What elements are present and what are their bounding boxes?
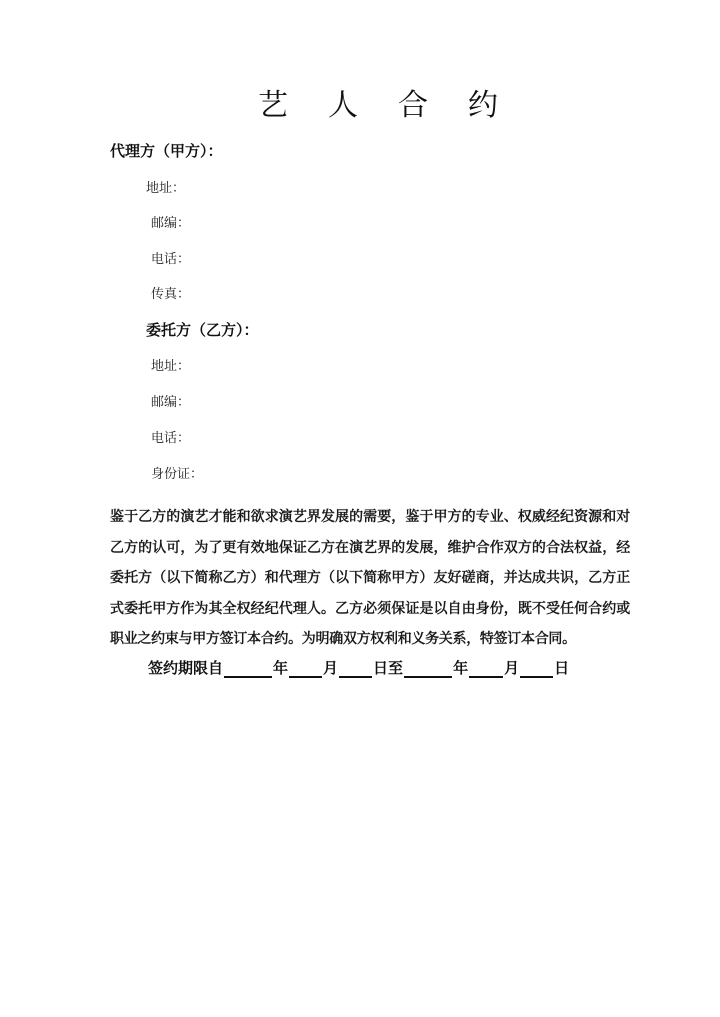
party-b-address-label: 地址： (151, 359, 191, 374)
party-a-heading: 代理方（甲方）： (110, 142, 223, 160)
party-b-id-label: 身份证： (151, 467, 204, 482)
party-b-phone-label: 电话： (151, 431, 191, 446)
contract-preamble: 鉴于乙方的演艺才能和欲求演艺界发展的需要，鉴于甲方的专业、权威经纪资源和对乙方的认可，为了更有效地保证乙方在演艺界的发展，维护合作双方的合法权益，经委托方（以下简称乙方）和代理方（以下简称甲方）友好磋商，并达成共识，乙方正式委托甲方作为其全权经纪代理人。乙方必须保证是以自由身份，既不受任何合约或职业之约束与甲方签订本合约。为明确双方权利和义务关系，特签订本合同。 (110, 509, 630, 647)
party-a-fax-label: 传真： (151, 287, 191, 302)
day-to-label: 日至 (373, 659, 404, 677)
end-month-blank[interactable] (469, 660, 503, 678)
party-a-phone-label: 电话： (151, 252, 191, 267)
end-year-blank[interactable] (404, 660, 452, 678)
party-a-address-label: 地址： (146, 181, 186, 196)
start-year-blank[interactable] (224, 660, 272, 678)
party-b-heading: 委托方（乙方）： (146, 321, 259, 339)
end-year-label: 年 (453, 659, 469, 677)
end-day-label: 日 (554, 659, 570, 677)
start-year-label: 年 (273, 659, 289, 677)
start-month-blank[interactable] (289, 660, 322, 678)
start-day-blank[interactable] (339, 660, 372, 678)
term-prefix: 签约期限自 (148, 659, 224, 677)
end-month-label: 月 (504, 659, 520, 677)
party-b-postcode-label: 邮编： (151, 395, 191, 410)
document-title: 艺人合约 (258, 88, 538, 123)
contract-term-line (148, 658, 569, 678)
party-a-postcode-label: 邮编： (151, 216, 191, 231)
start-month-label: 月 (323, 659, 339, 677)
end-day-blank[interactable] (520, 660, 553, 678)
